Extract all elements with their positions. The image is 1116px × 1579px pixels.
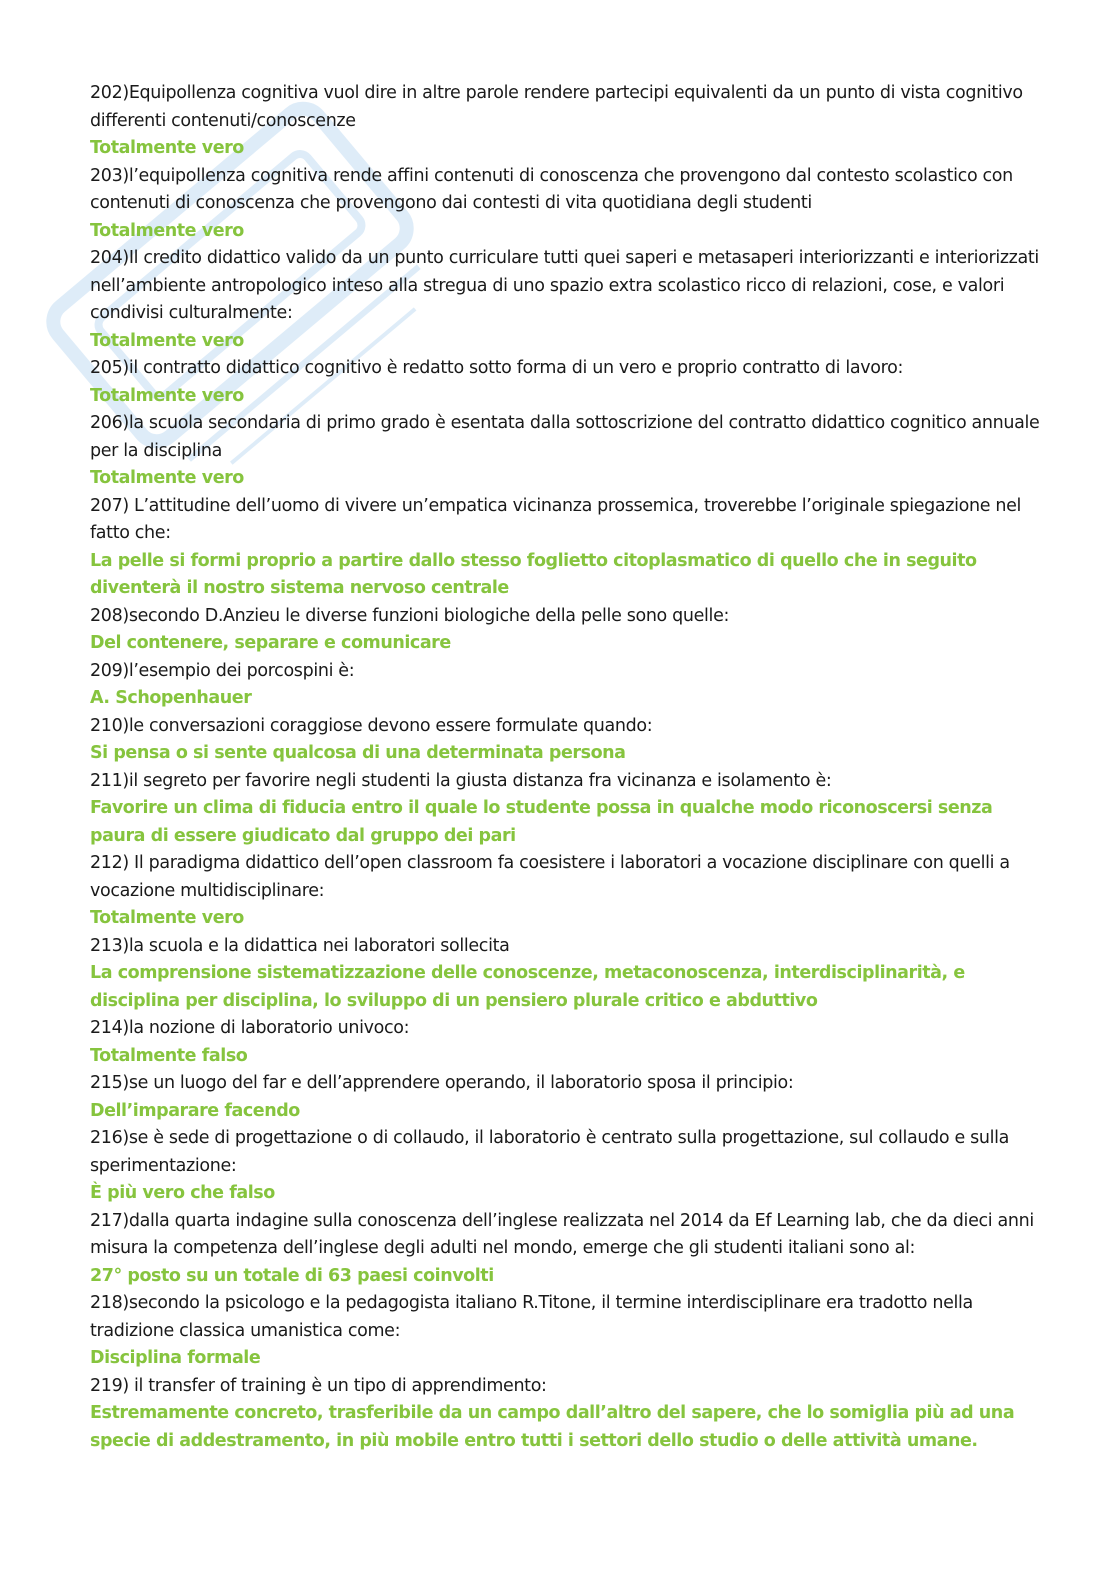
answer-208: Del contenere, separare e comunicare xyxy=(90,633,451,653)
answer-206: Totalmente vero xyxy=(90,468,244,488)
answer-215: Dell’imparare facendo xyxy=(90,1100,300,1121)
question-204: 204)Il credito didattico valido da un punto curriculare tutti quei saperi e metasaperi interiorizzanti e interiorizzati nell’ambiente antropologico inteso alla stregua di uno spazio extra scolastico ricco di relazioni, cose, e valori condivisi culturalmente: xyxy=(90,248,1039,323)
answer-212: Totalmente vero xyxy=(90,908,244,928)
question-210: 210)le conversazioni coraggiose devono essere formulate quando: xyxy=(90,715,653,736)
question-214: 214)la nozione di laboratorio univoco: xyxy=(90,1018,410,1038)
answer-205: Totalmente vero xyxy=(90,385,244,406)
answer-218: Disciplina formale xyxy=(90,1348,261,1368)
answer-213: La comprensione sistematizzazione delle conoscenze, metaconoscenza, interdisciplinarità, e disciplina per disciplina, lo sviluppo di un pensiero plurale critico e abduttivo xyxy=(90,963,965,1011)
answer-202: Totalmente vero xyxy=(90,138,244,158)
question-205: 205)il contratto didattico cognitivo è redatto sotto forma di un vero e proprio contratto di lavoro: xyxy=(90,358,904,378)
answer-217: 27° posto su un totale di 63 paesi coinvolti xyxy=(90,1265,494,1286)
question-209: 209)l’esempio dei porcospini è: xyxy=(90,660,355,681)
question-212: 212) Il paradigma didattico dell’open classroom fa coesistere i laboratori a vocazione disciplinare con quelli a vocazione multidisciplinare: xyxy=(90,853,1010,901)
question-203: 203)l’equipollenza cognitiva rende affini contenuti di conoscenza che provengono dal contesto scolastico con contenuti di conoscenza che provengono dai contesti di vita quotidiana degli studenti xyxy=(90,165,1013,213)
question-219: 219) il transfer of training è un tipo di apprendimento: xyxy=(90,1375,547,1396)
answer-207: La pelle si formi proprio a partire dallo stesso foglietto citoplasmatico di quello che in seguito diventerà il nostro sistema nervoso centrale xyxy=(90,550,977,598)
question-207: 207) L’attitudine dell’uomo di vivere un’empatica vicinanza prossemica, troverebbe l’originale spiegazione nel fatto che: xyxy=(90,495,1022,543)
question-216: 216)se è sede di progettazione o di collaudo, il laboratorio è centrato sulla progettazione, sul collaudo e sulla sperimentazione: xyxy=(90,1128,1010,1176)
answer-211: Favorire un clima di fiducia entro il quale lo studente possa in qualche modo riconoscersi senza paura di essere giudicato dal gruppo dei pari xyxy=(90,798,993,846)
question-206: 206)la scuola secondaria di primo grado è esentata dalla sottoscrizione del contratto didattico cognitico annuale per la disciplina xyxy=(90,413,1040,461)
question-215: 215)se un luogo del far e dell’apprendere operando, il laboratorio sposa il principio: xyxy=(90,1073,794,1093)
qa-list xyxy=(90,80,1040,1455)
answer-209: A. Schopenhauer xyxy=(90,688,252,708)
answer-204: Totalmente vero xyxy=(90,330,244,351)
answer-203: Totalmente vero xyxy=(90,220,244,241)
answer-219: Estremamente concreto, trasferibile da un campo dall’altro del sapere, che lo somiglia più ad una specie di addestramento, in più mobile entro tutti i settori dello studio o delle attività umane. xyxy=(90,1403,1015,1451)
answer-216: È più vero che falso xyxy=(90,1183,275,1203)
question-208: 208)secondo D.Anzieu le diverse funzioni biologiche della pelle sono quelle: xyxy=(90,605,730,626)
question-217: 217)dalla quarta indagine sulla conoscenza dell’inglese realizzata nel 2014 da Ef Learning lab, che da dieci anni misura la competenza dell’inglese degli adulti nel mondo, emerge che gli studenti italiani sono al: xyxy=(90,1210,1034,1258)
question-202: 202)Equipollenza cognitiva vuol dire in altre parole rendere partecipi equivalenti da un punto di vista cognitivo differenti contenuti/conoscenze xyxy=(90,83,1023,131)
question-213: 213)la scuola e la didattica nei laboratori sollecita xyxy=(90,935,510,956)
answer-214: Totalmente falso xyxy=(90,1045,248,1066)
question-211: 211)il segreto per favorire negli studenti la giusta distanza fra vicinanza e isolamento è: xyxy=(90,770,832,791)
question-218: 218)secondo la psicologo e la pedagogista italiano R.Titone, il termine interdisciplinare era tradotto nella tradizione classica umanistica come: xyxy=(90,1293,973,1341)
answer-210: Si pensa o si sente qualcosa di una determinata persona xyxy=(90,743,626,763)
